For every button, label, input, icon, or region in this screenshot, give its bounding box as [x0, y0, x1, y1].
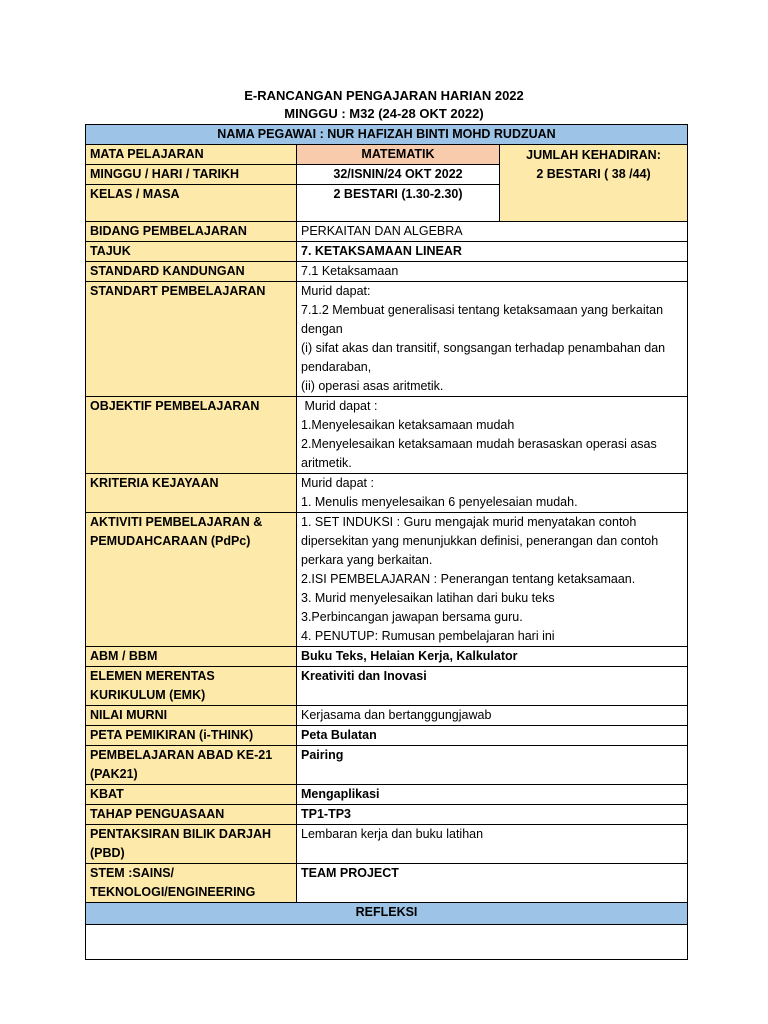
abm-value: Buku Teks, Helaian Kerja, Kalkulator [297, 647, 688, 667]
sp-line: 7.1.2 Membuat generalisasi tentang ketaksamaan yang berkaitan dengan [301, 303, 664, 336]
aktiviti-line: 3.Perbincangan jawapan bersama guru. [301, 610, 523, 624]
reflection-heading: REFLEKSI [86, 903, 688, 925]
attendance-value: 2 BESTARI ( 38 /44) [536, 167, 651, 181]
subject-label: MATA PELAJARAN [86, 145, 297, 165]
tahap-label: TAHAP PENGUASAAN [86, 805, 297, 825]
class-label: KELAS / MASA [86, 185, 297, 222]
class-value: 2 BESTARI (1.30-2.30) [297, 185, 500, 222]
kbat-value: Mengaplikasi [297, 785, 688, 805]
objektif-line: 1.Menyelesaikan ketaksamaan mudah [301, 418, 515, 432]
date-value: 32/ISNIN/24 OKT 2022 [297, 165, 500, 185]
aktiviti-line: 2.ISI PEMBELAJARAN : Penerangan tentang ketaksamaan. [301, 572, 636, 586]
sp-label: STANDART PEMBELAJARAN [86, 282, 297, 397]
sp-line: Murid dapat: [301, 284, 371, 298]
sp-line: (i) sifat akas dan transitif, songsangan terhadap penambahan dan pendaraban, [301, 341, 666, 374]
tajuk-label: TAJUK [86, 242, 297, 262]
kriteria-label: KRITERIA KEJAYAAN [86, 474, 297, 513]
sk-value: 7.1 Ketaksamaan [297, 262, 688, 282]
pbd-label: PENTAKSIRAN BILIK DARJAH (PBD) [86, 825, 297, 864]
kriteria-value [297, 474, 688, 513]
aktiviti-line: 4. PENUTUP: Rumusan pembelajaran hari ini [301, 629, 555, 643]
nilai-value: Kerjasama dan bertanggungjawab [297, 706, 688, 726]
bidang-value: PERKAITAN DAN ALGEBRA [297, 222, 688, 242]
kriteria-line: 1. Menulis menyelesaikan 6 penyelesaian mudah. [301, 495, 578, 509]
subject-value: MATEMATIK [297, 145, 500, 165]
aktiviti-line: 3. Murid menyelesaikan latihan dari buku teks [301, 591, 555, 605]
attendance-cell [500, 145, 688, 222]
sp-value [297, 282, 688, 397]
lesson-plan-table [85, 124, 688, 960]
kbat-label: KBAT [86, 785, 297, 805]
officer-name: NAMA PEGAWAI : NUR HAFIZAH BINTI MOHD RUDZUAN [86, 125, 688, 145]
stem-value: TEAM PROJECT [297, 864, 688, 903]
emk-label: ELEMEN MERENTAS KURIKULUM (EMK) [86, 667, 297, 706]
tajuk-value: 7. KETAKSAMAAN LINEAR [297, 242, 688, 262]
reflection-box[interactable] [86, 925, 688, 960]
abm-label: ABM / BBM [86, 647, 297, 667]
kriteria-line: Murid dapat : [301, 476, 374, 490]
aktiviti-line: 1. SET INDUKSI : Guru mengajak murid menyatakan contoh dipersekitan yang menunjukkan definisi, penerangan dan contoh perkara yang berkaitan. [301, 515, 659, 567]
stem-label: STEM :SAINS/ TEKNOLOGI/ENGINEERING [86, 864, 297, 903]
aktiviti-label: AKTIVITI PEMBELAJARAN & PEMUDAHCARAAN (PdPc) [86, 513, 297, 647]
nilai-label: NILAI MURNI [86, 706, 297, 726]
objektif-value [297, 397, 688, 474]
week-heading: MINGGU : M32 (24-28 OKT 2022) [284, 106, 484, 121]
emk-value: Kreativiti dan Inovasi [297, 667, 688, 706]
sk-label: STANDARD KANDUNGAN [86, 262, 297, 282]
objektif-line: Murid dapat : [301, 399, 378, 413]
aktiviti-value [297, 513, 688, 647]
sp-line: (ii) operasi asas aritmetik. [301, 379, 444, 393]
document-title: E-RANCANGAN PENGAJARAN HARIAN 2022 [244, 88, 524, 103]
date-label: MINGGU / HARI / TARIKH [86, 165, 297, 185]
pbd-value: Lembaran kerja dan buku latihan [297, 825, 688, 864]
tahap-value: TP1-TP3 [297, 805, 688, 825]
objektif-label: OBJEKTIF PEMBELAJARAN [86, 397, 297, 474]
ithink-label: PETA PEMIKIRAN (i-THINK) [86, 726, 297, 746]
bidang-label: BIDANG PEMBELAJARAN [86, 222, 297, 242]
pak21-label: PEMBELAJARAN ABAD KE-21 (PAK21) [86, 746, 297, 785]
pak21-value: Pairing [297, 746, 688, 785]
attendance-label: JUMLAH KEHADIRAN: [526, 148, 661, 162]
objektif-line: 2.Menyelesaikan ketaksamaan mudah berasaskan operasi asas aritmetik. [301, 437, 657, 470]
ithink-value: Peta Bulatan [297, 726, 688, 746]
